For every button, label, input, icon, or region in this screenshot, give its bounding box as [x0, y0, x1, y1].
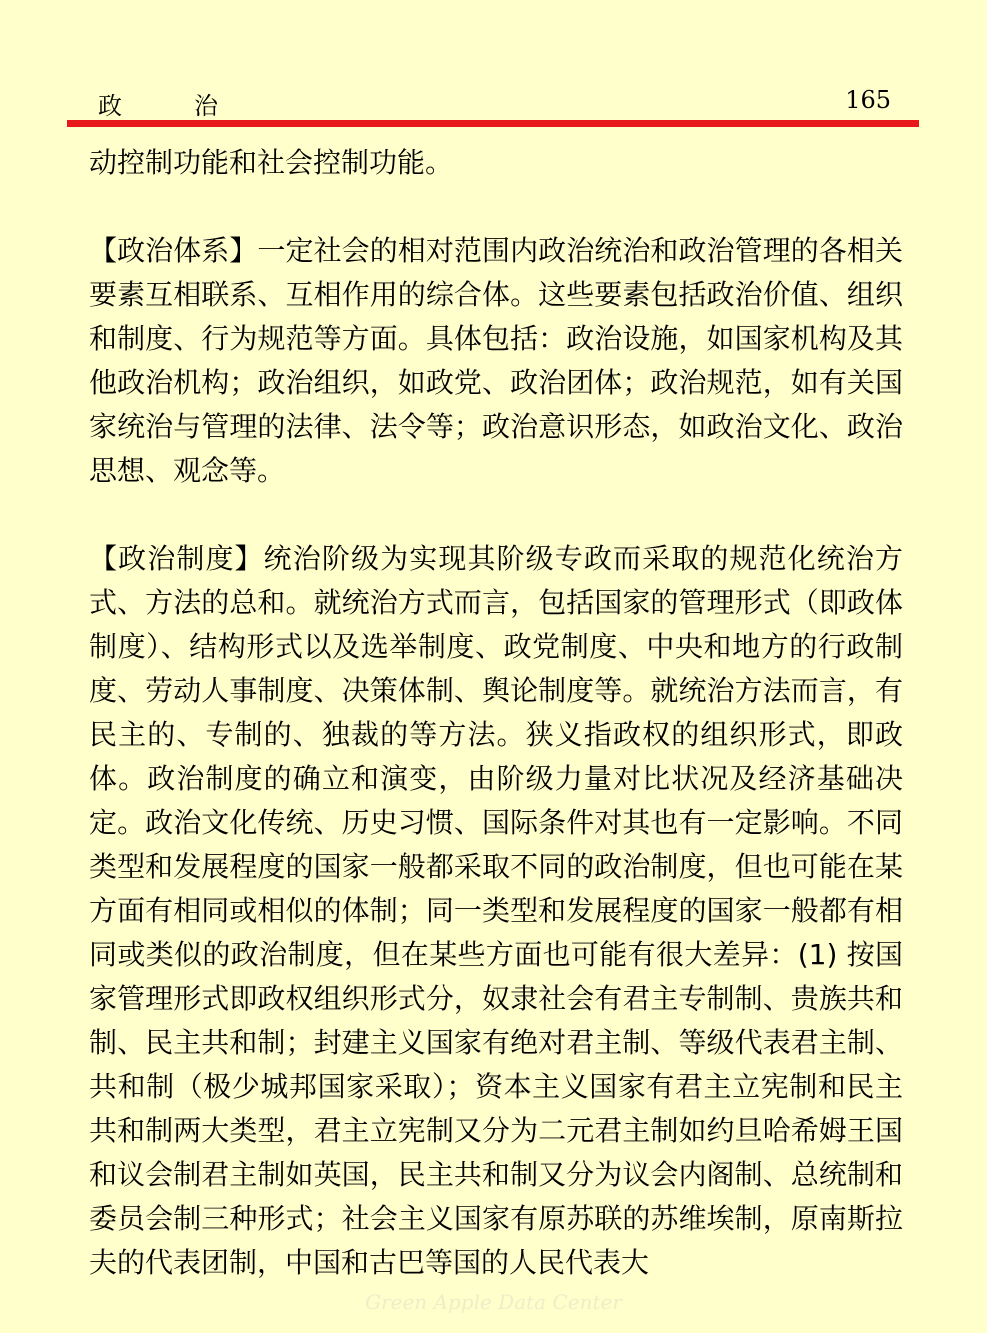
page-header — [0, 0, 987, 130]
paragraph-political-institution: 【政治制度】统治阶级为实现其阶级专政而采取的规范化统治方式、方法的总和。就统治方式而言，包括国家的管理形式（即政体制度）、结构形式以及选举制度、政党制度、中央和地方的行政制度、劳动人事制度、决策体制、舆论制度等。就统治方法而言，有民主的、专制的、独裁的等方法。狭义指政权的组织形式，即政体。政治制度的确立和演变，由阶级力量对比状况及经济基础决定。政治文化传统、历史习惯、国际条件对其也有一定影响。不同类型和发展程度的国家一般都采取不同的政治制度，但也可能在某方面有相同或相似的体制；同一类型和发展程度的国家一般都有相同或类似的政治制度，但在某些方面也可能有很大差异：(1) 按国家管理形式即政权组织形式分，奴隶社会有君主专制制、贵族共和制、民主共和制；封建主义国家有绝对君主制、等级代表君主制、共和制（极少城邦国家采取）；资本主义国家有君主立宪制和民主共和制两大类型，君主立宪制又分为二元君主制如约旦哈希姆王国和议会制君主制如英国，民主共和制又分为议会内阁制、总统制和委员会制三种形式；社会主义国家有原苏联的苏维埃制，原南斯拉夫的代表团制，中国和古巴等国的人民代表大 — [89, 542, 903, 1279]
body-text — [89, 141, 903, 1285]
watermark: Green Apple Data Center — [365, 1290, 622, 1314]
header-divider — [67, 120, 919, 127]
running-head-title: 政治 — [98, 92, 290, 120]
paragraph-continuation: 动控制功能和社会控制功能。 — [89, 146, 454, 179]
paragraph-political-system: 【政治体系】一定社会的相对范围内政治统治和政治管理的各相关要素互相联系、互相作用的综合体。这些要素包括政治价值、组织和制度、行为规范等方面。具体包括：政治设施，如国家机构及其他政治机构；政治组织，如政党、政治团体；政治规范，如有关国家统治与管理的法律、法令等；政治意识形态，如政治文化、政治思想、观念等。 — [89, 234, 903, 487]
page-number: 165 — [845, 86, 891, 114]
